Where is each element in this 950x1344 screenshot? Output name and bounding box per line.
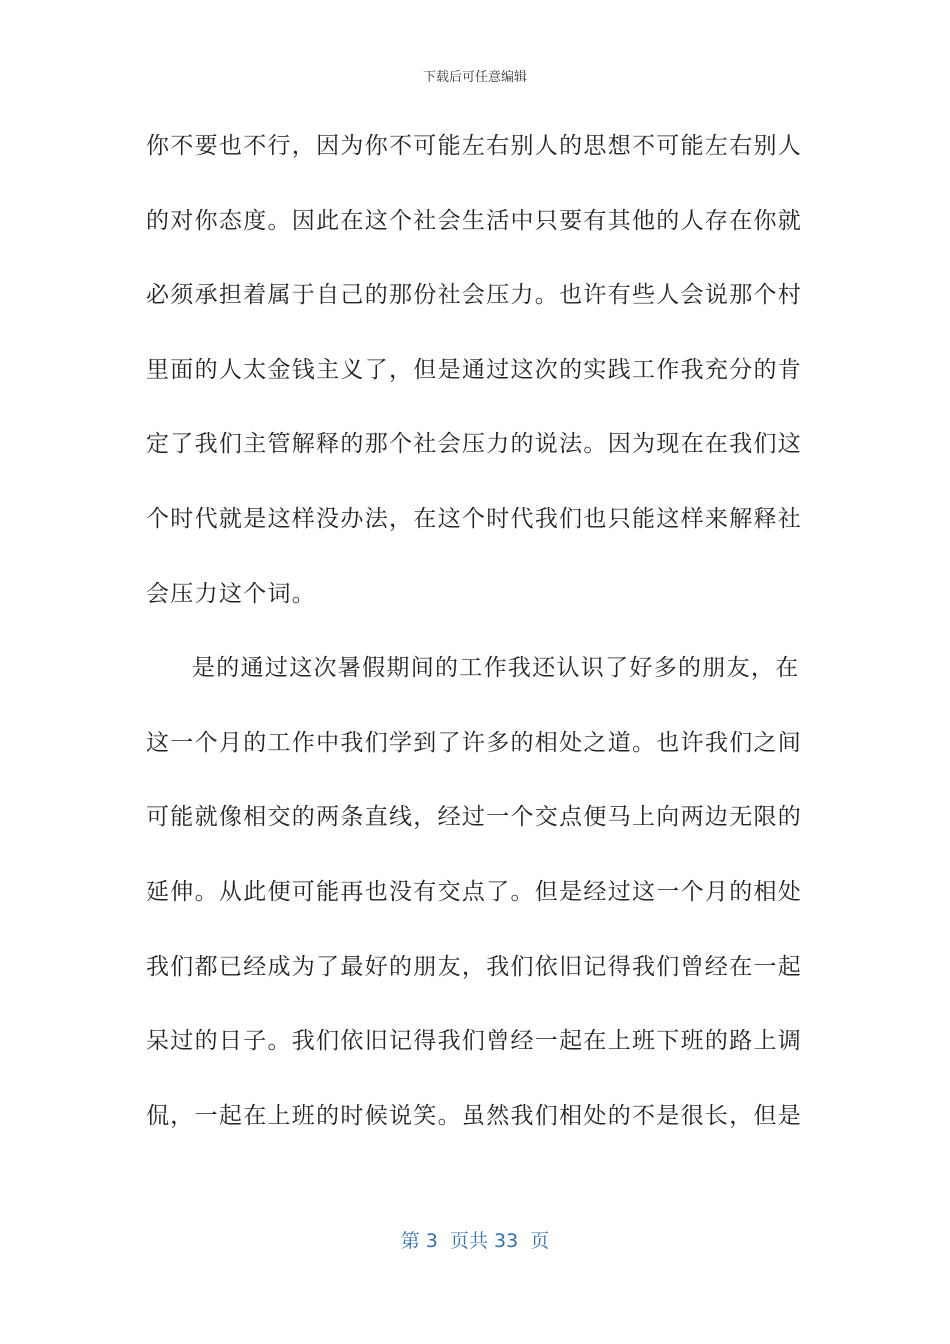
- page-header: 下载后可任意编辑: [422, 70, 527, 85]
- text-line: 里面的人太金钱主义了，但是通过这次的实践工作我充分的肯: [146, 356, 803, 383]
- text-line: 侃，一起在上班的时候说笑。虽然我们相处的不是很长，但是: [146, 1102, 803, 1129]
- text-line: 定了我们主管解释的那个社会压力的说法。因为现在在我们这: [146, 431, 803, 458]
- text-line: 个时代就是这样没办法，在这个时代我们也只能这样来解释社: [146, 505, 803, 532]
- page-number-footer: 第 3 页共 33 页: [400, 1230, 550, 1252]
- text-line: 延伸。从此便可能再也没有交点了。但是经过这一个月的相处: [146, 878, 803, 905]
- text-line: 我们都已经成为了最好的朋友，我们依旧记得我们曾经在一起: [146, 953, 803, 980]
- text-line: 会压力这个词。: [146, 580, 317, 607]
- document-body: [146, 121, 806, 1165]
- text-line: 这一个月的工作中我们学到了许多的相处之道。也许我们之间: [146, 729, 803, 756]
- text-line: 必须承担着属于自己的那份社会压力。也许有些人会说那个村: [146, 282, 803, 309]
- text-line: 的对你态度。因此在这个社会生活中只要有其他的人存在你就: [146, 207, 803, 234]
- paragraph-first-line: 是的通过这次暑假期间的工作我还认识了好多的朋友，在: [192, 655, 800, 682]
- text-line: 你不要也不行，因为你不可能左右别人的思想不可能左右别人: [146, 133, 803, 159]
- text-line: 可能就像相交的两条直线，经过一个交点便马上向两边无限的: [146, 804, 803, 831]
- text-line: 呆过的日子。我们依旧记得我们曾经一起在上班下班的路上调: [146, 1028, 803, 1055]
